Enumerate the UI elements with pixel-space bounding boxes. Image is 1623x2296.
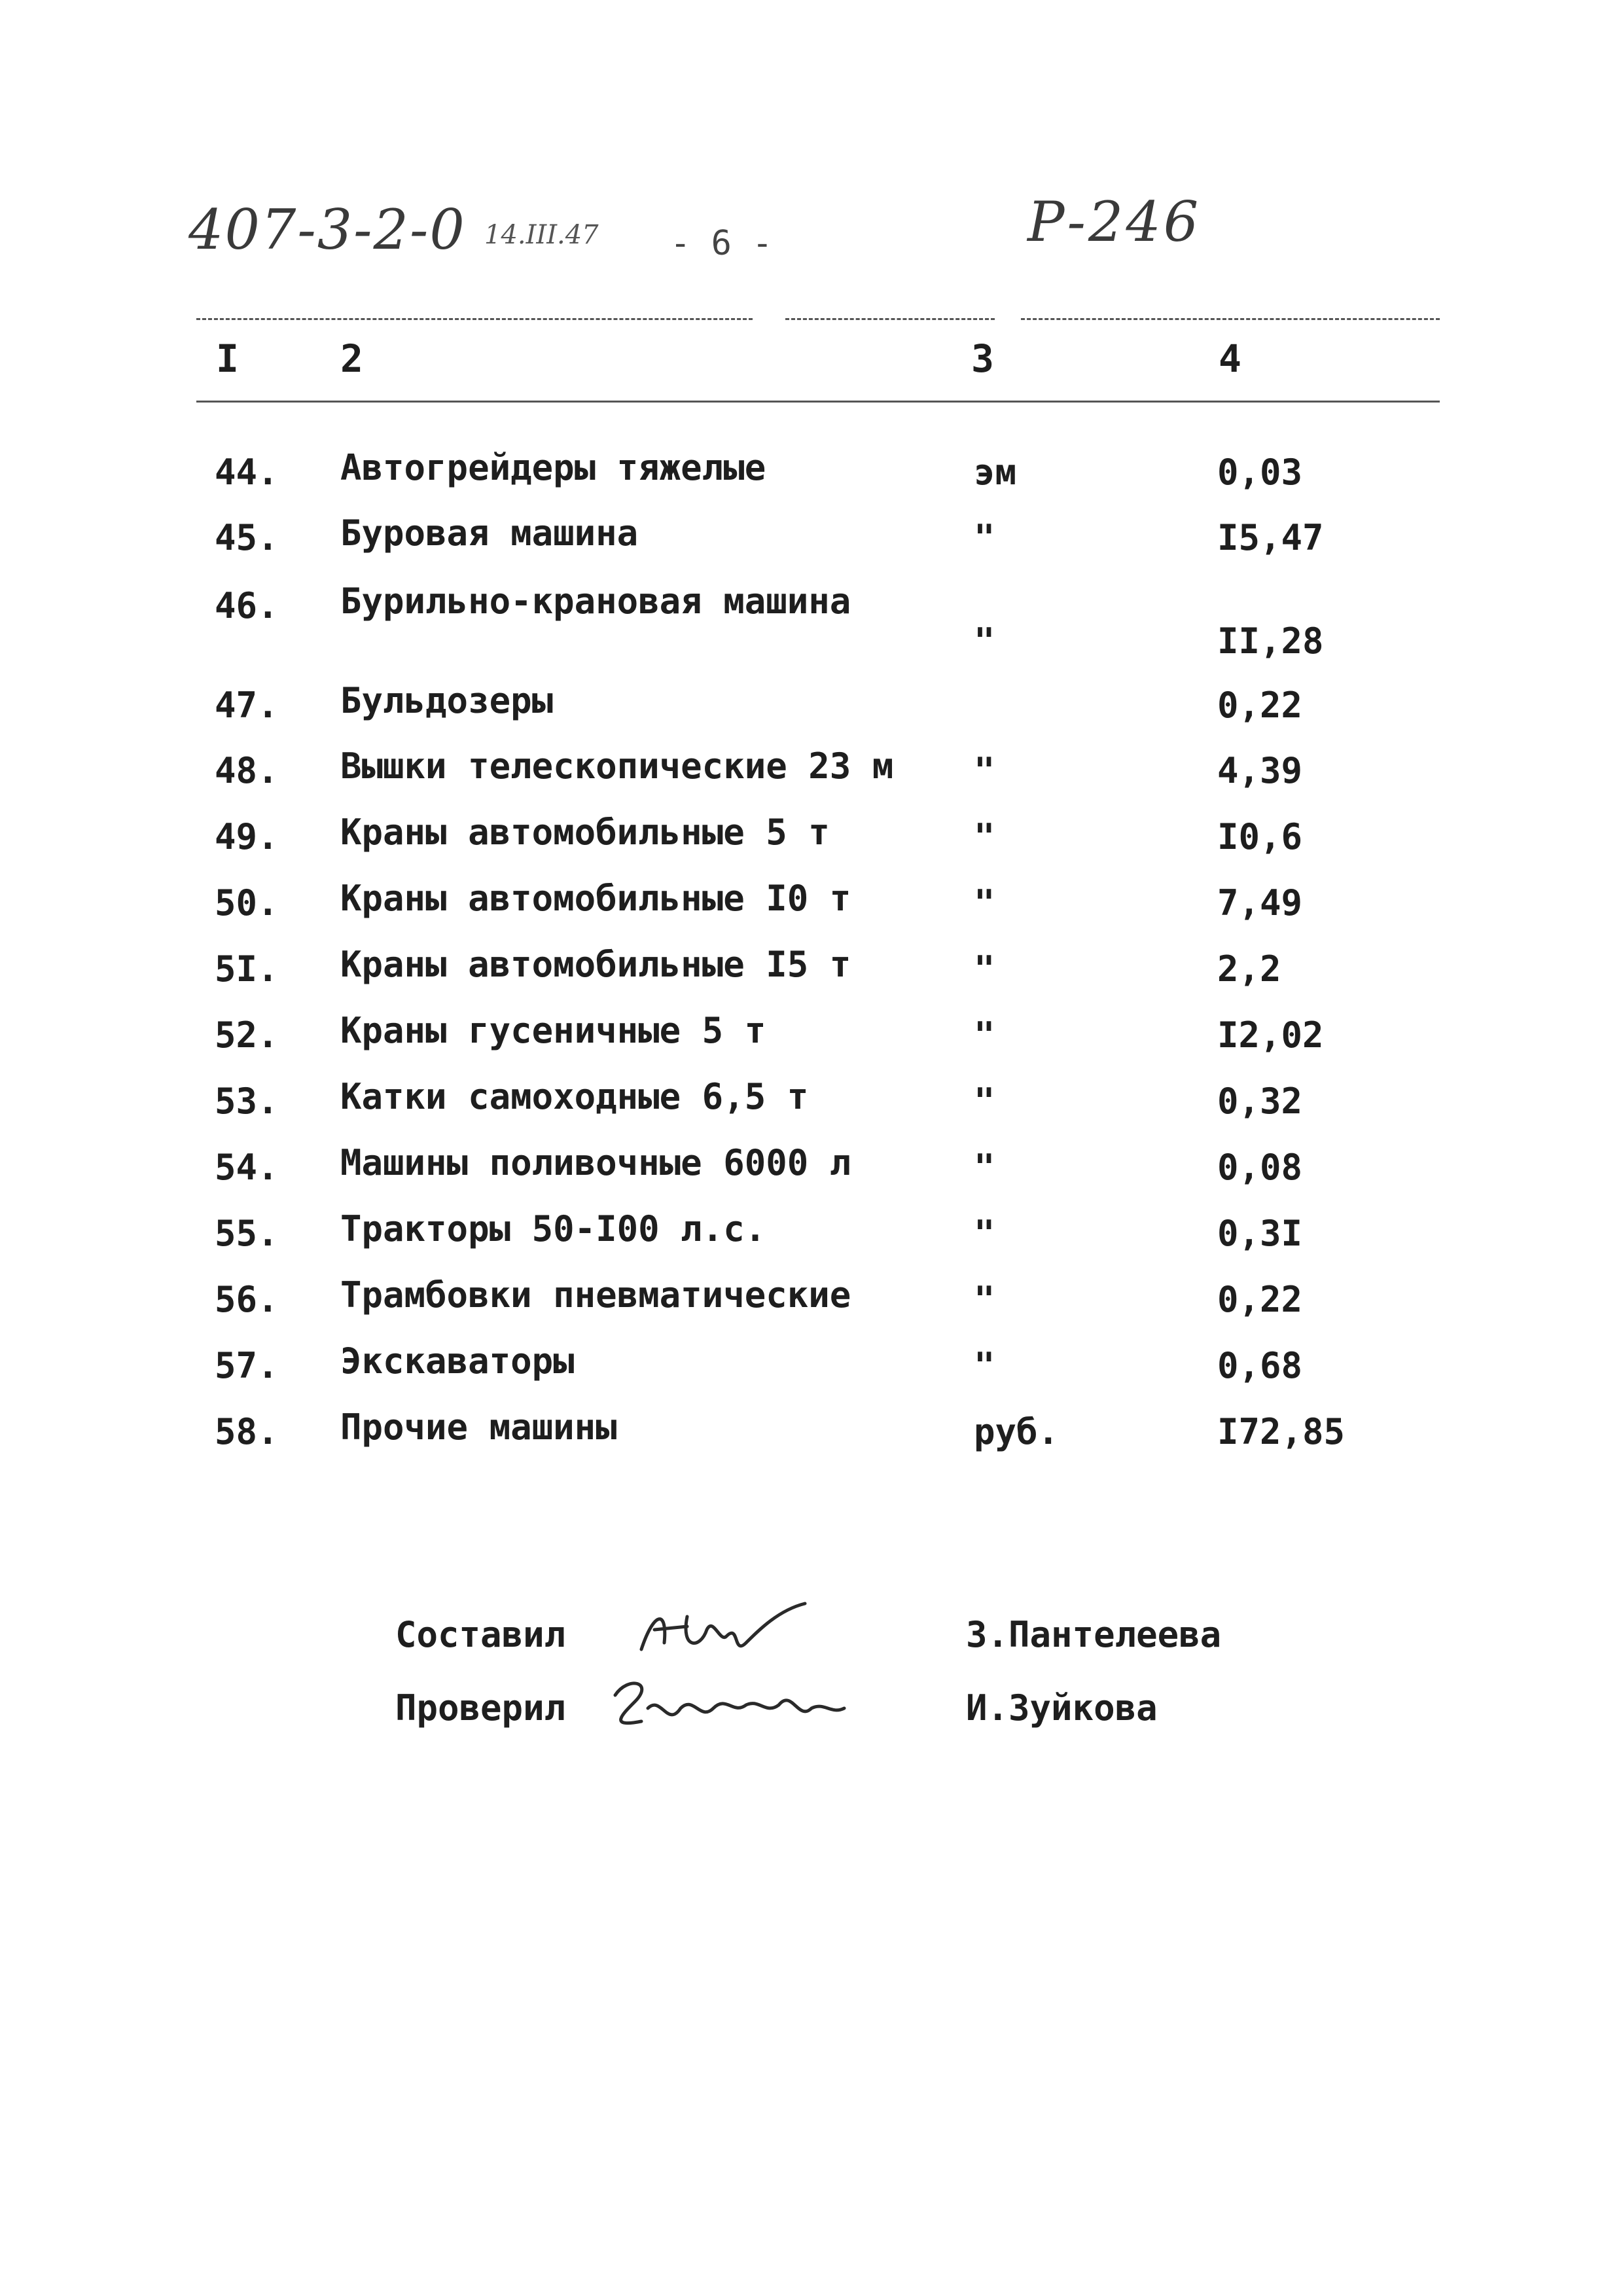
row-value: I0,6 xyxy=(1217,816,1303,857)
table-row xyxy=(0,878,1623,948)
row-number: 57. xyxy=(215,1345,279,1386)
row-unit: " xyxy=(974,1147,995,1188)
row-name: Машины поливочные 6000 л xyxy=(340,1142,851,1183)
doc-code: 407-3-2-0 xyxy=(188,198,466,262)
table-row xyxy=(0,1076,1623,1147)
column-header-1: I xyxy=(216,336,239,381)
table-row xyxy=(0,581,1623,685)
checked-signature xyxy=(602,1669,851,1741)
table-row xyxy=(0,512,1623,585)
doc-sub-note: 14.III.47 xyxy=(484,220,599,250)
row-unit: " xyxy=(974,948,995,990)
row-number: 49. xyxy=(215,816,279,857)
table-row xyxy=(0,745,1623,816)
row-name: Прочие машины xyxy=(340,1407,617,1448)
row-value: I2,02 xyxy=(1217,1014,1324,1056)
row-name: Катки самоходные 6,5 т xyxy=(340,1076,809,1117)
row-value: 2,2 xyxy=(1217,948,1281,990)
row-number: 45. xyxy=(215,517,279,558)
row-unit: " xyxy=(974,1345,995,1386)
row-value: 4,39 xyxy=(1217,750,1303,791)
table-row xyxy=(0,1340,1623,1411)
row-number: 47. xyxy=(215,685,279,726)
row-value: 0,03 xyxy=(1217,452,1303,493)
row-unit: " xyxy=(974,1279,995,1320)
row-name: Вышки телескопические 23 м xyxy=(340,745,894,787)
row-unit: " xyxy=(974,620,995,662)
row-number: 55. xyxy=(215,1213,279,1254)
row-number: 52. xyxy=(215,1014,279,1056)
row-name: Тракторы 50-I00 л.с. xyxy=(340,1208,766,1249)
row-unit: эм xyxy=(974,452,1017,493)
table-row xyxy=(0,447,1623,517)
row-number: 56. xyxy=(215,1279,279,1320)
row-number: 50. xyxy=(215,882,279,924)
checked-by-label: Проверил xyxy=(395,1687,566,1729)
row-value: 0,68 xyxy=(1217,1345,1303,1386)
table-top-rule xyxy=(785,318,995,320)
table-row xyxy=(0,1208,1623,1279)
row-number: 44. xyxy=(215,452,279,493)
column-header-4: 4 xyxy=(1219,336,1241,381)
table-row xyxy=(0,1407,1623,1477)
row-name: Экскаваторы xyxy=(340,1340,575,1382)
row-value: II,28 xyxy=(1217,620,1324,662)
doc-ref: Р-246 xyxy=(1027,190,1202,254)
table-top-rule xyxy=(1021,318,1440,320)
row-unit: " xyxy=(974,517,995,558)
row-value: 0,22 xyxy=(1217,1279,1303,1320)
row-name: Буровая машина xyxy=(340,512,639,554)
table-row xyxy=(0,680,1623,750)
row-number: 5I. xyxy=(215,948,279,990)
column-header-3: 3 xyxy=(971,336,994,381)
row-value: I72,85 xyxy=(1217,1411,1346,1452)
row-name: Краны автомобильные 5 т xyxy=(340,812,830,853)
row-value: 0,08 xyxy=(1217,1147,1303,1188)
row-value: I5,47 xyxy=(1217,517,1324,558)
table-body xyxy=(0,447,1623,1477)
row-value: 0,22 xyxy=(1217,685,1303,726)
row-value: 0,3I xyxy=(1217,1213,1303,1254)
row-unit: руб. xyxy=(974,1411,1060,1452)
row-value: 0,32 xyxy=(1217,1081,1303,1122)
compiled-by-label: Составил xyxy=(395,1614,566,1655)
row-name: Краны автомобильные I0 т xyxy=(340,878,851,919)
row-unit: " xyxy=(974,1081,995,1122)
table-row xyxy=(0,944,1623,1014)
row-unit: " xyxy=(974,882,995,924)
row-unit: " xyxy=(974,816,995,857)
row-name: Краны гусеничные 5 т xyxy=(340,1010,766,1051)
compiled-by-name: З.Пантелеева xyxy=(966,1614,1222,1655)
table-row xyxy=(0,812,1623,882)
row-unit: " xyxy=(974,1014,995,1056)
row-number: 54. xyxy=(215,1147,279,1188)
row-name: Автогрейдеры тяжелые xyxy=(340,447,766,488)
row-unit: " xyxy=(974,1213,995,1254)
row-number: 53. xyxy=(215,1081,279,1122)
row-number: 48. xyxy=(215,750,279,791)
table-top-rule xyxy=(196,318,753,320)
row-name: Краны автомобильные I5 т xyxy=(340,944,851,985)
row-unit: " xyxy=(974,750,995,791)
row-name: Бульдозеры xyxy=(340,680,554,721)
row-number: 58. xyxy=(215,1411,279,1452)
row-number: 46. xyxy=(215,585,279,626)
table-row xyxy=(0,1274,1623,1345)
row-name: Трамбовки пневматические xyxy=(340,1274,851,1316)
checked-by-name: И.Зуйкова xyxy=(966,1687,1158,1729)
row-name: Бурильно-крановая машина xyxy=(340,581,851,622)
table-row xyxy=(0,1010,1623,1081)
page-number: - 6 - xyxy=(670,224,773,263)
table-header-rule xyxy=(196,401,1440,403)
compiled-signature xyxy=(628,1597,825,1669)
row-value: 7,49 xyxy=(1217,882,1303,924)
table-row xyxy=(0,1142,1623,1213)
column-header-2: 2 xyxy=(340,336,363,381)
